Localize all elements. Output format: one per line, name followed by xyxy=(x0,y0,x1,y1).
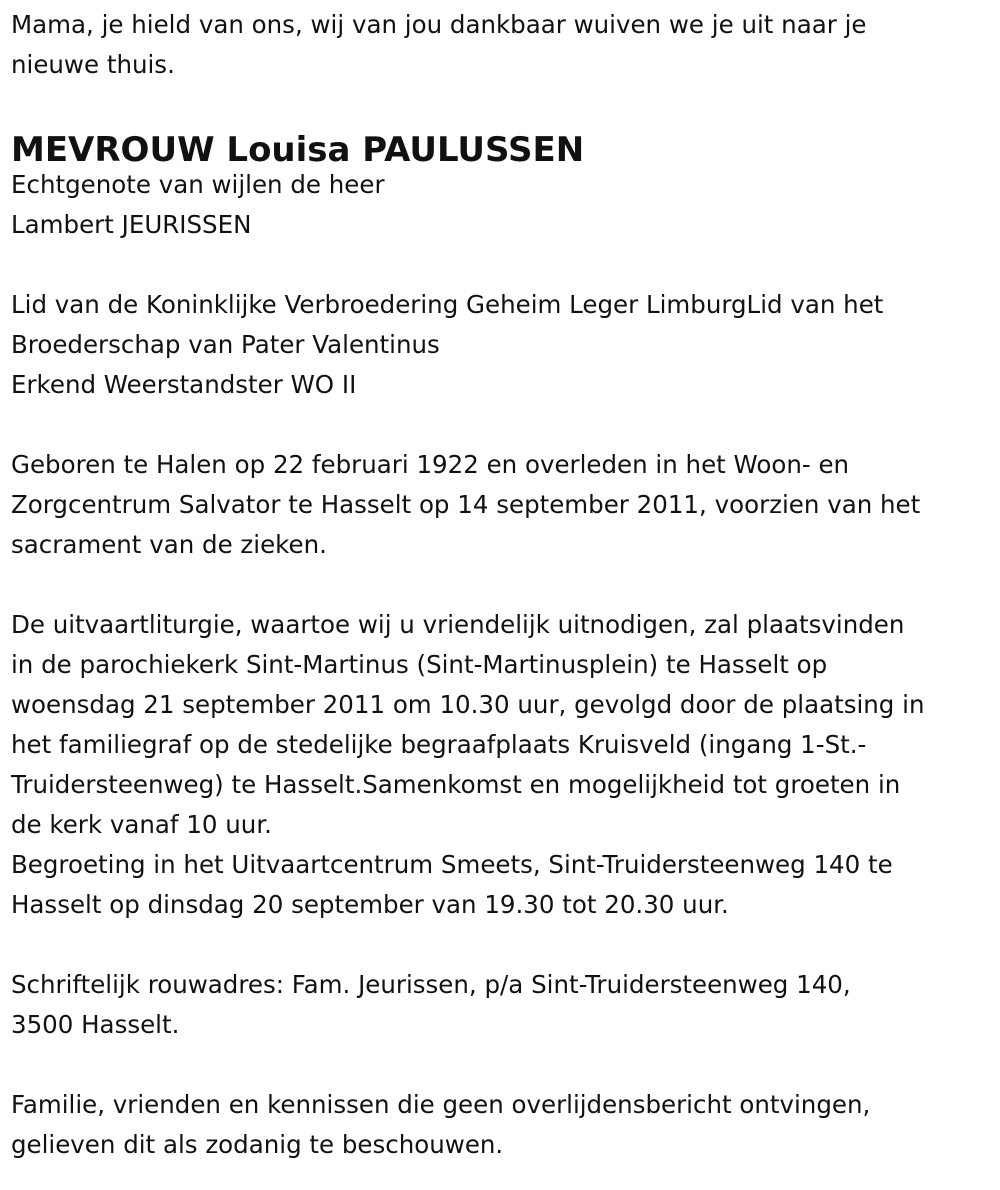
address-line: 3500 Hasselt. xyxy=(11,1010,180,1039)
birth-death-line: sacrament van de zieken. xyxy=(11,530,327,559)
birth-death-line: Zorgcentrum Salvator te Hasselt op 14 september 2011, voorzien van het xyxy=(11,490,921,519)
spouse-line: Echtgenote van wijlen de heer xyxy=(11,170,385,199)
birth-death-paragraph xyxy=(11,445,991,565)
deceased-name-heading: MEVROUW Louisa PAULUSSEN xyxy=(11,130,585,170)
intro-line: nieuwe thuis. xyxy=(11,50,175,79)
funeral-line: Truidersteenweg) te Hasselt.Samenkomst en mogelijkheid tot groeten in xyxy=(11,770,901,799)
funeral-line: het familiegraf op de stedelijke begraafplaats Kruisveld (ingang 1-St.- xyxy=(11,730,867,759)
intro-line: Mama, je hield van ons, wij van jou dankbaar wuiven we je uit naar je xyxy=(11,10,867,39)
closing-paragraph xyxy=(11,1085,991,1165)
intro-paragraph xyxy=(11,5,991,85)
address-paragraph xyxy=(11,965,991,1045)
spacer xyxy=(11,245,991,285)
closing-line: Familie, vrienden en kennissen die geen overlijdensbericht ontvingen, xyxy=(11,1090,871,1119)
funeral-line: woensdag 21 september 2011 om 10.30 uur, gevolgd door de plaatsing in xyxy=(11,690,925,719)
birth-death-line: Geboren te Halen op 22 februari 1922 en overleden in het Woon- en xyxy=(11,450,850,479)
spouse-line: Lambert JEURISSEN xyxy=(11,210,252,239)
memberships-paragraph xyxy=(11,285,991,405)
closing-line: gelieven dit als zodanig te beschouwen. xyxy=(11,1130,504,1159)
funeral-paragraph xyxy=(11,605,991,925)
funeral-line: Hasselt op dinsdag 20 september van 19.30 tot 20.30 uur. xyxy=(11,890,729,919)
address-line: Schriftelijk rouwadres: Fam. Jeurissen, p/a Sint-Truidersteenweg 140, xyxy=(11,970,851,999)
spouse-paragraph xyxy=(11,165,991,245)
spacer xyxy=(11,925,991,965)
funeral-line: in de parochiekerk Sint-Martinus (Sint-Martinusplein) te Hasselt op xyxy=(11,650,828,679)
spacer xyxy=(11,85,991,125)
spacer xyxy=(11,1045,991,1085)
membership-line: Lid van de Koninklijke Verbroedering Geheim Leger LimburgLid van het xyxy=(11,290,884,319)
membership-line: Broederschap van Pater Valentinus xyxy=(11,330,440,359)
spacer xyxy=(11,565,991,605)
membership-line: Erkend Weerstandster WO II xyxy=(11,370,357,399)
funeral-line: De uitvaartliturgie, waartoe wij u vriendelijk uitnodigen, zal plaatsvinden xyxy=(11,610,905,639)
funeral-line: de kerk vanaf 10 uur. xyxy=(11,810,272,839)
spacer xyxy=(11,405,991,445)
obituary-document xyxy=(11,5,991,1165)
funeral-line: Begroeting in het Uitvaartcentrum Smeets, Sint-Truidersteenweg 140 te xyxy=(11,850,893,879)
